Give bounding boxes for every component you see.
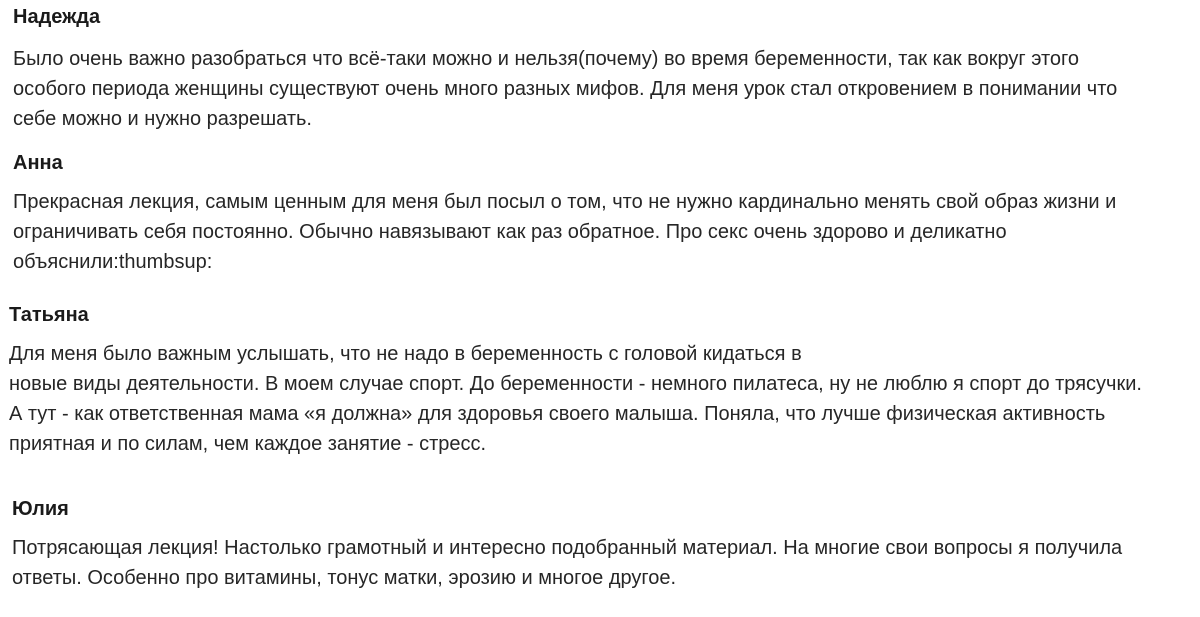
review-text-line: Прекрасная лекция, самым ценным для меня был посыл о том, что не нужно кардинально менять свой образ жизни и [13,191,1117,213]
review-text-line: Было очень важно разобраться что всё-таки можно и нельзя(почему) во время беременности, так как вокруг этого [13,48,1080,70]
review-nadezhda [0,5,1200,134]
review-author: Анна [13,152,63,174]
review-text-line: Для меня было важным услышать, что не надо в беременность с головой кидаться в [9,343,802,365]
review-text-line: объяснили:thumbsup: [13,251,213,273]
review-text-line: особого периода женщины существуют очень много разных мифов. Для меня урок стал откровением в понимании что [13,78,1118,100]
review-text [13,187,1200,277]
review-author: Татьяна [9,304,89,326]
review-author: Надежда [13,6,101,28]
review-text-line: приятная и по силам, чем каждое занятие - стресс. [9,433,487,455]
review-author: Юлия [12,498,69,520]
review-anna [0,151,1200,277]
review-tatiana [0,303,1200,459]
review-text-line: Потрясающая лекция! Настолько грамотный и интересно подобранный материал. На многие свои вопросы я получила [12,537,1123,559]
review-text-line: А тут - как ответственная мама «я должна» для здоровья своего малыша. Поняла, что лучше физическая активность [9,403,1106,425]
review-text-line: новые виды деятельности. В моем случае спорт. До беременности - немного пилатеса, ну не люблю я спорт до трясучки. [9,373,1142,395]
review-text-line: себе можно и нужно разрешать. [13,108,312,130]
review-text [12,533,1200,593]
review-text [9,339,1200,459]
review-text [13,44,1200,134]
review-text-line: ответы. Особенно про витамины, тонус матки, эрозию и многое другое. [12,567,677,589]
review-yulia [0,497,1200,593]
review-text-line: ограничивать себя постоянно. Обычно навязывают как раз обратное. Про секс очень здорово и деликатно [13,221,1007,243]
